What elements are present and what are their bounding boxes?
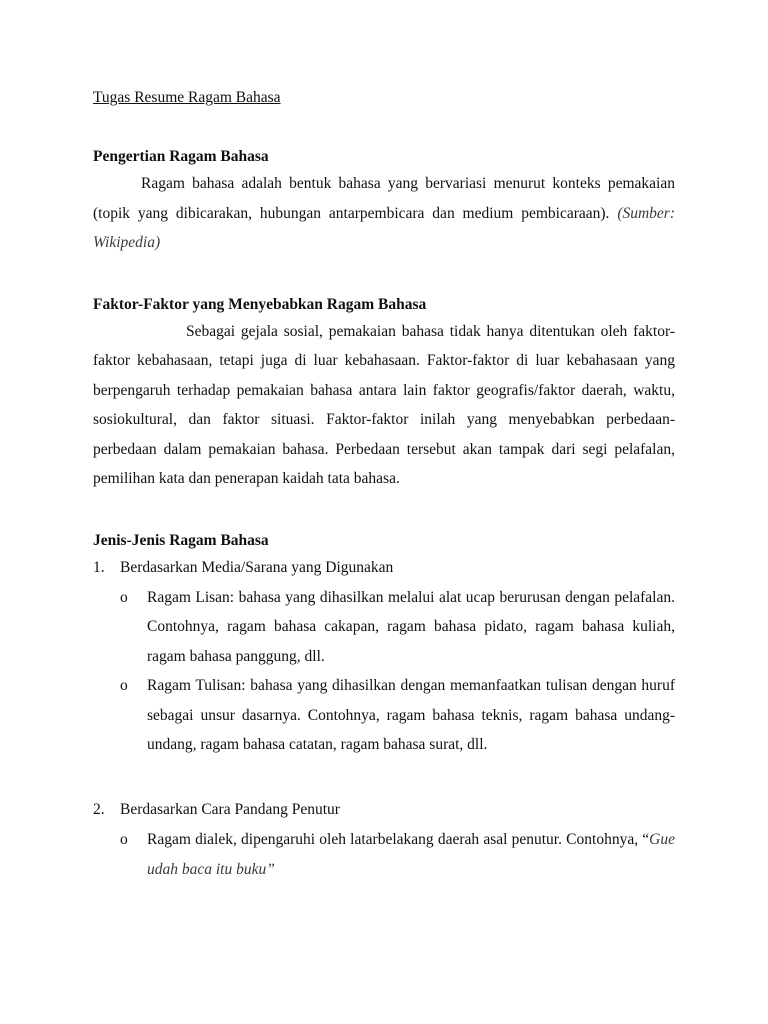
bullet-ragam-tulisan [120, 671, 675, 760]
document-title: Tugas Resume Ragam Bahasa [93, 89, 281, 106]
bullet-marker: o [120, 677, 128, 695]
bullet-text: Ragam Tulisan: bahasa yang dihasilkan dengan memanfaatkan tulisan dengan huruf sebagai unsur dasarnya. Contohnya, ragam bahasa teknis, ragam bahasa undang-undang, ragam bahasa catatan, ragam bahasa surat, dll. [147, 677, 675, 754]
item-label: Berdasarkan Media/Sarana yang Digunakan [120, 558, 394, 576]
paragraph-pengertian-text: Ragam bahasa adalah bentuk bahasa yang bervariasi menurut konteks pemakaian (topik yang dibicarakan, hubungan antarpembicara dan medium pembicaraan). [93, 175, 675, 222]
bullet-ragam-lisan [120, 583, 675, 672]
section-heading-jenis: Jenis-Jenis Ragam Bahasa [93, 531, 269, 549]
source-citation: (Sumber: Wikipedia) [93, 204, 675, 251]
numbered-item-1 [93, 553, 675, 583]
document-page [93, 86, 675, 884]
item-number: 2. [93, 801, 105, 819]
bullet-text: Ragam dialek, dipengaruhi oleh latarbelakang daerah asal penutur. Contohnya, “ [147, 831, 650, 849]
section-heading-faktor: Faktor-Faktor yang Menyebabkan Ragam Bahasa [93, 295, 427, 313]
section-heading-pengertian: Pengertian Ragam Bahasa [93, 148, 269, 165]
numbered-item-2 [93, 795, 675, 825]
paragraph-pengertian [93, 169, 675, 258]
example-quote: Gue udah baca itu buku” [147, 831, 675, 878]
item-number: 1. [93, 558, 105, 576]
bullet-marker: o [120, 831, 128, 849]
item-label: Berdasarkan Cara Pandang Penutur [120, 801, 340, 819]
bullet-marker: o [120, 588, 128, 606]
bullet-ragam-dialek [120, 825, 675, 884]
bullet-text: Ragam Lisan: bahasa yang dihasilkan melalui alat ucap berurusan dengan pelafalan. Contohnya, ragam bahasa cakapan, ragam bahasa pidato, ragam bahasa kuliah, ragam bahasa panggung, dll. [147, 588, 675, 665]
paragraph-faktor: Sebagai gejala sosial, pemakaian bahasa tidak hanya ditentukan oleh faktor-faktor kebahasaan, tetapi juga di luar kebahasaan. Faktor-faktor di luar kebahasaan yang berpengaruh terhadap pemakaian bahasa antara lain faktor geografis/faktor daerah, waktu, sosiokultural, dan faktor situasi. Faktor-faktor inilah yang menyebabkan perbedaan-perbedaan dalam pemakaian bahasa. Perbedaan tersebut akan tampak dari segi pelafalan, pemilihan kata dan penerapan kaidah tata bahasa. [93, 322, 675, 487]
